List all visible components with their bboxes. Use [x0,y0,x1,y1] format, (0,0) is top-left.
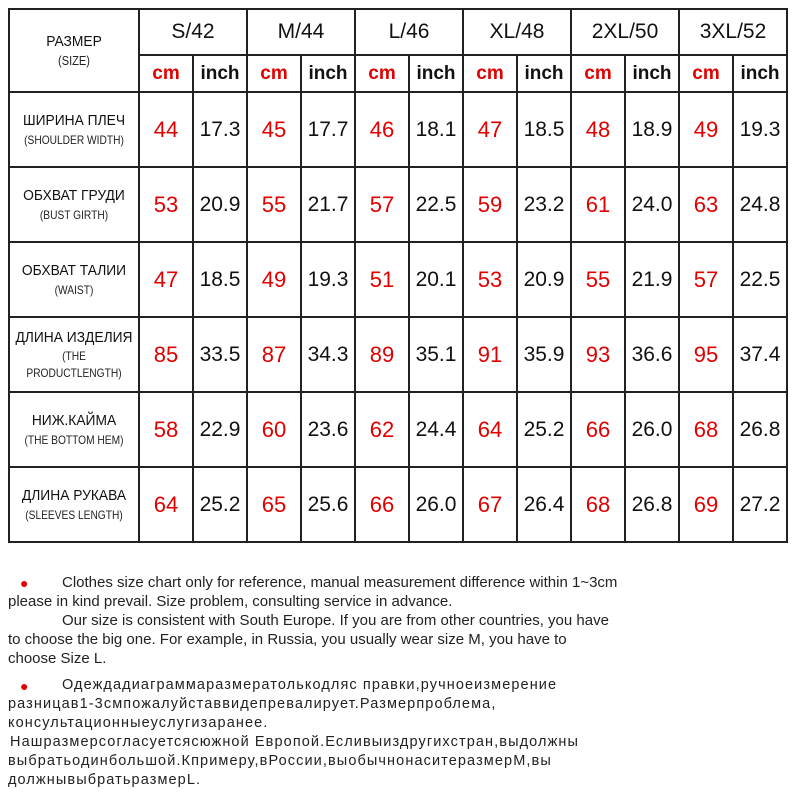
bullet-icon: ● [20,575,29,591]
note-en-line: choose Size L. [8,650,107,667]
cm-value-cell: 48 [571,92,625,167]
cm-value-cell: 46 [355,92,409,167]
inch-value-cell: 18.9 [625,92,679,167]
cm-value-cell: 69 [679,467,733,542]
row-label-ru: ДЛИНА РУКАВА [21,487,127,505]
row-label-cell [9,242,139,317]
bullet-icon: ● [20,678,29,694]
inch-value-cell: 21.7 [301,167,355,242]
cm-value-cell: 85 [139,317,193,392]
inch-value-cell: 25.2 [193,467,247,542]
row-label-ru: ШИРИНА ПЛЕЧ [22,112,126,130]
cm-value-cell: 55 [247,167,301,242]
cm-value-cell: 57 [355,167,409,242]
inch-value-cell: 34.3 [301,317,355,392]
row-label-en: (WAIST) [54,282,94,297]
inch-value-cell: 24.8 [733,167,787,242]
table-row [9,92,787,167]
inch-value-cell: 24.0 [625,167,679,242]
cm-value-cell: 60 [247,392,301,467]
inch-value-cell: 27.2 [733,467,787,542]
row-label-ru: ОБХВАТ ТАЛИИ [21,262,127,280]
cm-value-cell: 62 [355,392,409,467]
inch-value-cell: 18.5 [193,242,247,317]
inch-value-cell: 37.4 [733,317,787,392]
cm-value-cell: 59 [463,167,517,242]
unit-cm-header: cm [139,55,193,92]
row-label-en: (THE BOTTOM HEM) [24,432,124,447]
table-row [9,317,787,392]
inch-value-cell: 18.5 [517,92,571,167]
cm-value-cell: 65 [247,467,301,542]
row-label-cell [9,392,139,467]
cm-value-cell: 61 [571,167,625,242]
inch-value-cell: 17.7 [301,92,355,167]
inch-value-cell: 22.5 [733,242,787,317]
cm-value-cell: 89 [355,317,409,392]
cm-value-cell: 53 [463,242,517,317]
unit-cm-header: cm [247,55,301,92]
table-row [9,242,787,317]
table-row [9,392,787,467]
size-column-header: S/42 [139,9,247,55]
unit-cm-header: cm [355,55,409,92]
size-column-header: M/44 [247,9,355,55]
cm-value-cell: 44 [139,92,193,167]
inch-value-cell: 23.6 [301,392,355,467]
note-en-line: Our size is consistent with South Europe. If you are from other countries, you have [62,612,609,629]
inch-value-cell: 25.2 [517,392,571,467]
row-label-cell [9,467,139,542]
row-label-cell [9,317,139,392]
size-header-row [9,9,787,55]
note-ru-line: должнывыбратьразмерL. [8,772,202,788]
note-ru-line: выбратьодинбольшой.Кпримеру,вРоссии,выобычнонаситеразмерM,вы [8,753,552,769]
inch-value-cell: 22.5 [409,167,463,242]
note-ru-line: Одеждадиаграммаразмератолькодляс правки,ручноеизмерение [62,677,558,693]
size-header-cell [9,9,139,92]
row-label-en: (BUST GIRTH) [39,207,109,222]
inch-value-cell: 20.1 [409,242,463,317]
size-label-en: (SIZE) [58,52,90,68]
unit-inch-header: inch [409,55,463,92]
inch-value-cell: 26.0 [409,467,463,542]
cm-value-cell: 49 [247,242,301,317]
cm-value-cell: 67 [463,467,517,542]
unit-inch-header: inch [733,55,787,92]
inch-value-cell: 24.4 [409,392,463,467]
unit-inch-header: inch [517,55,571,92]
inch-value-cell: 22.9 [193,392,247,467]
size-column-header: 2XL/50 [571,9,679,55]
inch-value-cell: 17.3 [193,92,247,167]
inch-value-cell: 23.2 [517,167,571,242]
row-label-ru: ДЛИНА ИЗДЕЛИЯ [15,329,133,347]
size-chart-table [8,8,788,543]
row-label-cell [9,167,139,242]
inch-value-cell: 21.9 [625,242,679,317]
cm-value-cell: 93 [571,317,625,392]
cm-value-cell: 68 [571,467,625,542]
note-ru-line: консультационныеуслугизаранее. [8,715,269,731]
cm-value-cell: 66 [571,392,625,467]
table-row [9,467,787,542]
row-label-ru: ОБХВАТ ГРУДИ [23,187,125,205]
inch-value-cell: 20.9 [517,242,571,317]
cm-value-cell: 47 [139,242,193,317]
inch-value-cell: 33.5 [193,317,247,392]
inch-value-cell: 25.6 [301,467,355,542]
size-label-ru: РАЗМЕР [46,32,102,50]
inch-value-cell: 26.0 [625,392,679,467]
row-label-en: (SLEEVES LENGTH) [25,507,123,522]
note-en-line: please in kind prevail. Size problem, consulting service in advance. [8,593,453,610]
cm-value-cell: 63 [679,167,733,242]
row-label-en: (SHOULDER WIDTH) [24,132,124,147]
unit-cm-header: cm [463,55,517,92]
inch-value-cell: 19.3 [733,92,787,167]
inch-value-cell: 36.6 [625,317,679,392]
cm-value-cell: 49 [679,92,733,167]
row-label-en: (THE PRODUCTLENGTH) [26,349,122,380]
cm-value-cell: 95 [679,317,733,392]
cm-value-cell: 55 [571,242,625,317]
cm-value-cell: 57 [679,242,733,317]
cm-value-cell: 68 [679,392,733,467]
table-row [9,167,787,242]
note-en-line: Clothes size chart only for reference, manual measurement difference within 1~3cm [62,574,618,591]
cm-value-cell: 45 [247,92,301,167]
cm-value-cell: 58 [139,392,193,467]
inch-value-cell: 35.1 [409,317,463,392]
cm-value-cell: 47 [463,92,517,167]
row-label-ru: НИЖ.КАЙМА [31,412,117,430]
cm-value-cell: 66 [355,467,409,542]
unit-inch-header: inch [193,55,247,92]
cm-value-cell: 53 [139,167,193,242]
unit-inch-header: inch [625,55,679,92]
inch-value-cell: 26.8 [625,467,679,542]
inch-value-cell: 18.1 [409,92,463,167]
note-ru-line: Нашразмерсогласуетсясюжной Европой.Есливыиздругихстран,выдолжны [10,734,579,750]
cm-value-cell: 64 [463,392,517,467]
unit-cm-header: cm [679,55,733,92]
inch-value-cell: 26.8 [733,392,787,467]
note-ru-line: разницав1-3смпожалуйставвидепревалирует.Размерпроблема, [8,696,497,712]
size-column-header: 3XL/52 [679,9,787,55]
unit-cm-header: cm [571,55,625,92]
cm-value-cell: 87 [247,317,301,392]
row-label-cell [9,92,139,167]
unit-inch-header: inch [301,55,355,92]
cm-value-cell: 64 [139,467,193,542]
inch-value-cell: 35.9 [517,317,571,392]
note-en-line: to choose the big one. For example, in Russia, you usually wear size M, you have to [8,631,567,648]
inch-value-cell: 20.9 [193,167,247,242]
size-column-header: XL/48 [463,9,571,55]
inch-value-cell: 26.4 [517,467,571,542]
cm-value-cell: 91 [463,317,517,392]
size-column-header: L/46 [355,9,463,55]
cm-value-cell: 51 [355,242,409,317]
inch-value-cell: 19.3 [301,242,355,317]
